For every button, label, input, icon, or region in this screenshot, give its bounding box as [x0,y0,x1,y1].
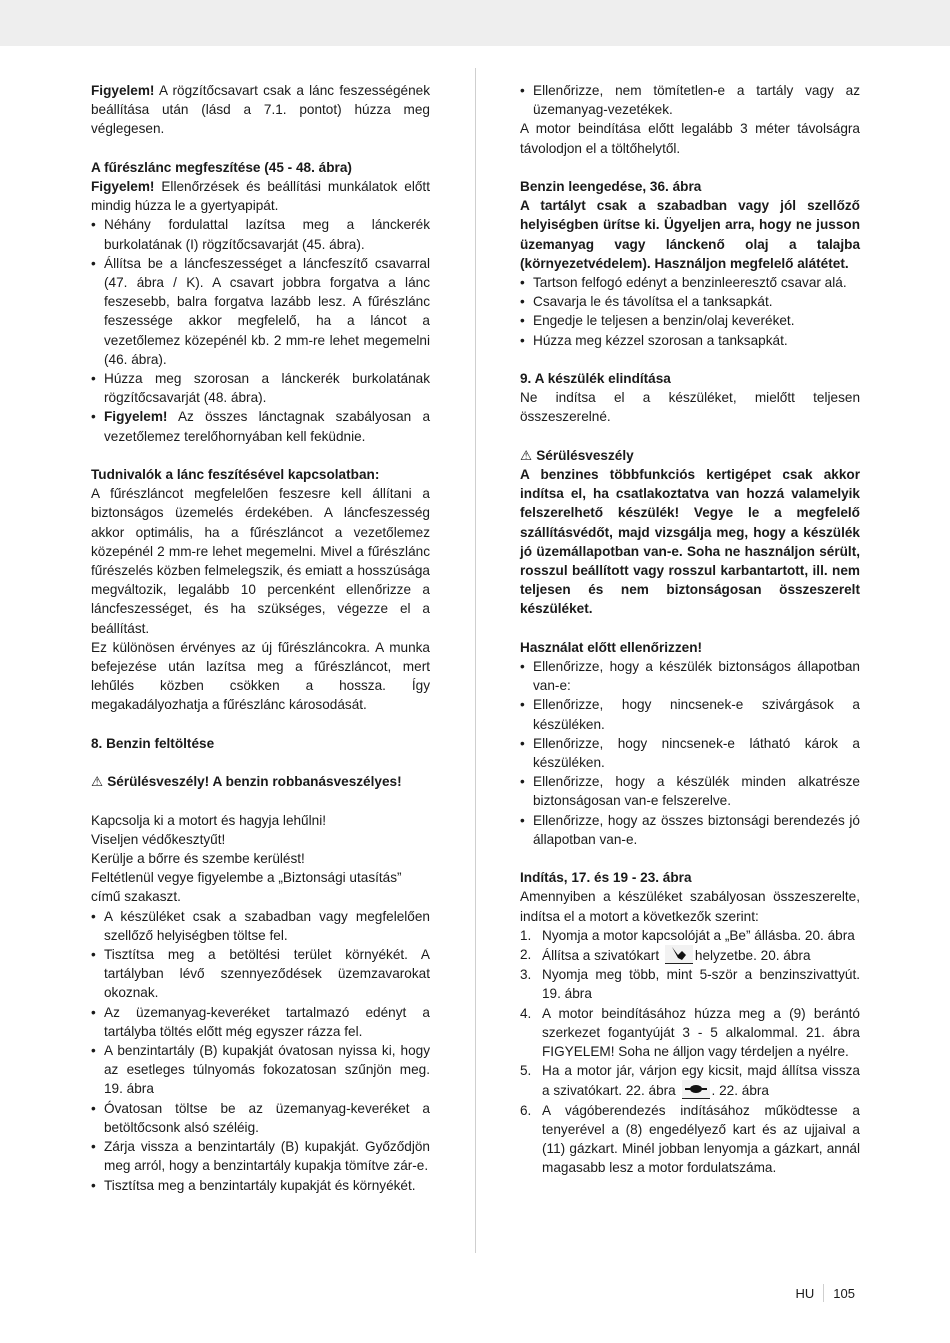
paragraph-assembly-note: Ne indítsa el a készüléket, mielőtt teljesen összeszerelné. [520,390,860,425]
heading-start-device: 9. A készülék elindítása [520,371,671,387]
paragraph-note-bolt: Figyelem! A rögzítőcsavart csak a lánc feszességének beállítása után (lásd a 7.1. pontot) húzza meg véglegesen. [91,83,430,137]
column-divider [475,68,476,1253]
starting-steps [520,926,860,1178]
instruction-line: Viseljen védőkesztyűt! [91,831,226,847]
numbered-item: 2. Állítsa a szivatókart helyzetbe. 20. ábra [520,947,811,964]
list-item: • Ellenőrizze, nem tömítetlen-e a tartály vagy az üzemanyag-vezetékek. [520,81,860,119]
instruction-line: Feltétlenül vegye figyelembe a „Biztonsági utasítás” című szakaszt. [91,870,402,905]
warning-explosive: ⚠ Sérülésveszély! A benzin robbanásveszélyes! [91,774,402,790]
tank-check-list [520,81,860,119]
page-footer [796,1284,855,1302]
list-item: • Az üzemanyag-keveréket tartalmazó edényt a tartályba töltés előtt még egyszer rázza fel. [91,1003,430,1041]
numbered-item: 6. A vágóberendezés indításához működtesse a tenyerével a (8) engedélyező kart és az ujjaival a (11) gázkart. Minél jobban lenyomja a gázkart, annál magasabb lesz a motor fordulatszáma. [520,1102,860,1176]
paragraph-distance: A motor beindítása előtt legalább 3 méter távolságra távolodjon el a töltőhelytől. [520,121,860,156]
language-code: HU [795,1285,815,1301]
numbered-item: 5. Ha a motor jár, várjon egy kicsit, majd állítsa vissza a szivatókart. 22. ábra . 22. ábra [520,1063,860,1099]
numbered-item: 3. Nyomja meg több, mint 5-ször a benzinszivattyút. 19. ábra [520,967,860,1002]
pre-use-checklist [520,657,860,849]
heading-refuel: 8. Benzin feltöltése [91,735,215,751]
refuel-steps [91,907,430,1195]
footer-separator [823,1284,824,1302]
paragraph-start-warning: A benzines többfunkciós kertigépet csak akkor indítsa el, ha csatlakoztatva van hozzá valamelyik felszerelhető készülék! Vegye le a megfelelő szállításvédőt, majd vizsgálja meg, hogy a készülék jó üzemállapotban van-e. Soha ne használjon sérült, rosszul beállított vagy rosszul karbantartott, ill. nem teljesen és nem biztonságosan összeszerelt készüléket. [520,467,860,617]
list-item: • Ellenőrizze, hogy a készülék minden alkatrésze biztonságosan van-e felszerelve. [520,772,860,810]
paragraph-new-chains: Ez különösen érvényes az új fűrészláncokra. A munka befejezése után lazítsa meg a fűrészláncot, mert lehűlés közben csökken a hossza. Így megakadályozhatja a fűrészlánc károsodását. [91,639,430,713]
drain-steps [520,273,860,350]
warning-triangle-icon: ⚠ [520,447,533,463]
heading-starting: Indítás, 17. és 19 - 23. ábra [520,870,692,886]
right-column [520,81,860,1178]
list-item: • Ellenőrizze, hogy nincsenek-e szivárgások a készüléken. [520,695,860,733]
list-item: • Csavarja le és távolítsa el a tanksapkát. [520,292,860,311]
list-item: • Ellenőrizze, hogy az összes biztonsági berendezés jó állapotban van-e. [520,811,860,849]
list-item: • Tisztítsa meg a betöltési terület környékét. A tartályban lévő szennyeződések üzemzavarokat okoznak. [91,945,430,1003]
paragraph-drain-warning: A tartályt csak a szabadban vagy jól szellőző helyiségben ürítse ki. Ügyeljen arra, hogy ne jusson üzemanyag vagy lánckenő olaj a talajba (környezetvédelem). Használjon megfelelő alátétet. [520,198,860,271]
numbered-item: 1. Nyomja a motor kapcsolóját a „Be” állásba. 20. ábra [520,927,855,943]
left-column [91,81,430,1195]
paragraph-note-spark: Figyelem! Ellenőrzések és beállítási munkálatok előtt mindig húzza le a gyertyapipát. [91,179,430,214]
list-item: • Óvatosan töltse be az üzemanyag-keveréket a betöltőcsonk alsó széléig. [91,1099,430,1137]
warning-triangle-icon: ⚠ [91,774,104,790]
chain-tension-steps [91,215,430,445]
instruction-line: Kerülje a bőrre és szembe kerülést! [91,851,305,867]
heading-chain-tension-notes: Tudnivalók a lánc feszítésével kapcsolatban: [91,467,380,483]
warning-injury: ⚠ Sérülésveszély [520,447,634,463]
list-item: • Tisztítsa meg a benzintartály kupakját és környékét. [91,1176,430,1195]
list-item: • Húzza meg szorosan a lánckerék burkolatának rögzítőcsavarját (48. ábra). [91,369,430,407]
list-item: • Húzza meg kézzel szorosan a tanksapkát. [520,331,860,350]
list-item: • Ellenőrizze, hogy a készülék biztonságos állapotban van-e: [520,657,860,695]
choke-closed-icon [665,945,693,964]
paragraph-tension-info: A fűrészláncot megfelelően feszesre kell állítani a biztonságos üzemelés érdekében. A láncfeszesség akkor optimális, ha a fűrészláncot a vezetőlemez közepénél 2 mm-re lehet megemelni. Mivel a fűrészlánc fűrészelés közben felmelegszik, és emiatt a hosszúsága megváltozik, legalább 10 percenként ellenőrizze a láncfeszességet, és ha szükséges, végezze el a beállítást. [91,486,430,636]
heading-pre-use-check: Használat előtt ellenőrizzen! [520,639,703,655]
list-item: • Állítsa be a láncfeszességet a láncfeszítő csavarral (47. ábra / K). A csavart jobbra forgatva a lánc feszesebb, balra forgatva lazább lesz. A fűrészlánc feszessége akkor megfelelő, ha a láncot a vezetőlemez közepénél kb. 2 mm-re lehet megemelni (46. ábra). [91,254,430,369]
list-item: • Ellenőrizze, hogy nincsenek-e látható károk a készüléken. [520,734,860,772]
heading-drain-fuel: Benzin leengedése, 36. ábra [520,179,702,194]
list-item: • A készüléket csak a szabadban vagy megfelelően szellőző helyiségben töltse fel. [91,907,430,945]
heading-chain-tension: A fűrészlánc megfeszítése (45 - 48. ábra) [91,159,352,175]
list-item: • Néhány fordulattal lazítsa meg a lánckerék burkolatának (I) rögzítőcsavarját (45. ábra). [91,215,430,253]
list-item: • Figyelem! Az összes lánctagnak szabályosan a vezetőlemez terelőhornyában kell feküdnie. [91,407,430,445]
list-item: • Tartson felfogó edényt a benzinleeresztő csavar alá. [520,273,860,292]
paragraph-starting-intro: Amennyiben a készüléket szabályosan összeszerelte, indítsa el a motort a következők szerint: [520,889,860,924]
choke-open-icon [682,1080,710,1099]
list-item: • Engedje le teljesen a benzin/olaj keveréket. [520,311,860,330]
list-item: • Zárja vissza a benzintartály (B) kupakját. Győződjön meg arról, hogy a benzintartály kupakja tömítve zár-e. [91,1137,430,1175]
page-number: 105 [833,1285,855,1301]
top-bar [0,0,950,46]
numbered-item: 4. A motor beindításához húzza meg a (9) berántó szerkezet fogantyúját 3 - 5 alkalommal. 21. ábra FIGYELEM! Soha ne álljon vagy térdeljen a nyélre. [520,1005,860,1060]
instruction-line: Kapcsolja ki a motort és hagyja lehűlni! [91,812,326,828]
list-item: • A benzintartály (B) kupakját óvatosan nyissa ki, hogy az esetleges túlnyomás fokozatosan szűnjön meg. 19. ábra [91,1041,430,1099]
